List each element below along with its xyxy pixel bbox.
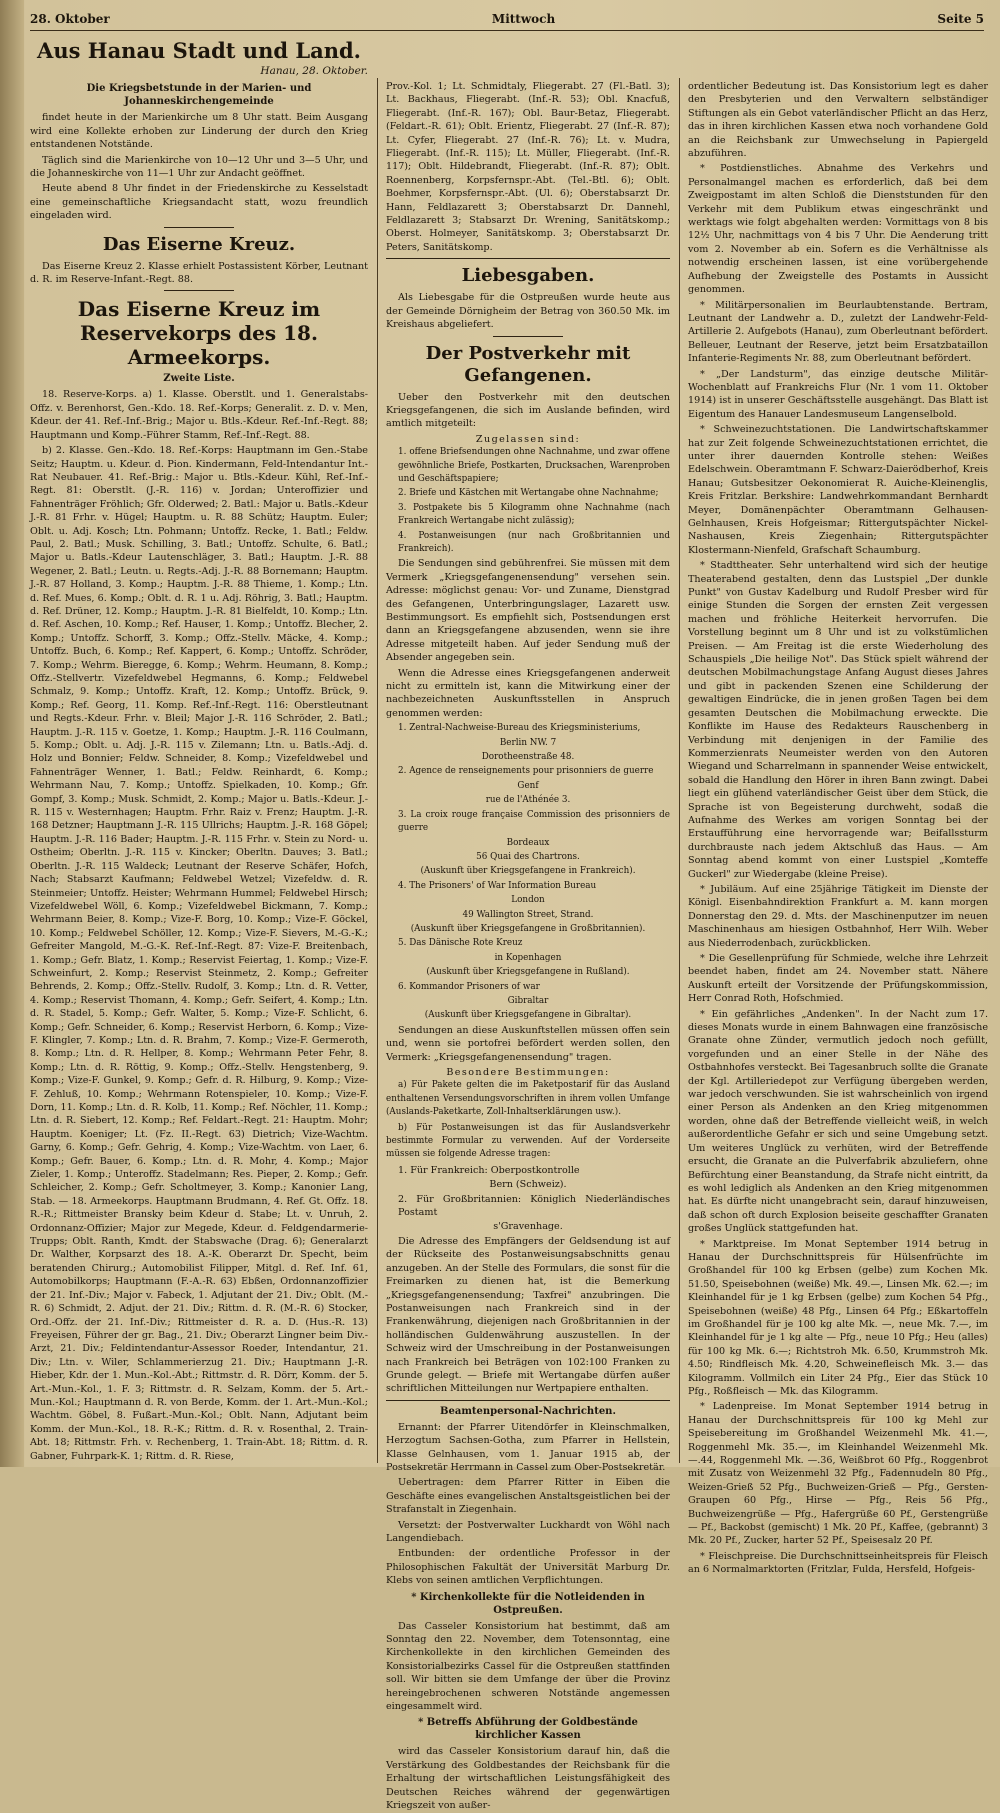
column-divider: [679, 78, 680, 1463]
address-line: (Auskunft über Kriegsgefangene in Großbritannien).: [410, 923, 646, 934]
article-paragraph: Ueber den Postverkehr mit den deutschen Kriegsgefangenen, die sich im Auslande befinden, wird amtlich mitgeteilt:: [386, 391, 670, 430]
column-divider: [377, 78, 378, 1463]
header-rule: [30, 30, 984, 31]
article-title-prayer-hour: Die Kriegsbetstunde in der Marien- und Johanneskirchengemeinde: [86, 83, 312, 108]
list-item: 3. Postpakete bis 5 Kilogramm ohne Nachnahme (nach Frankreich Wertangabe nicht zulässig);: [398, 502, 670, 527]
page-header: [30, 6, 984, 32]
address-line: Berlin NW. 7: [499, 737, 557, 748]
article-paragraph: Entbunden: der ordentliche Professor in der Philosophischen Fakultät der Universität Marburg Dr. Klebs von seinen amtlichen Verpflichtungen.: [386, 1548, 670, 1587]
address-line: 2. Für Großbritannien: Königlich Niederländisches Postamt: [398, 1193, 670, 1219]
article-heading-reserve-corps: Das Eiserne Kreuz im Reservekorps des 18. Armeekorps.: [77, 297, 321, 370]
list-item: 1. offene Briefsendungen ohne Nachnahme, und zwar offene gewöhnliche Briefe, Postkarten, Drucksachen, Warenproben und Geschäftspapiere;: [398, 447, 670, 484]
address-line: (Auskunft über Kriegsgefangene in Frankreich).: [420, 866, 636, 877]
address-line: Bordeaux: [506, 837, 550, 848]
article-paragraph: Als Liebesgabe für die Ostpreußen wurde heute aus der Gemeinde Dörnigheim der Betrag von 360.50 Mk. im Kreishaus abgeliefert.: [386, 292, 670, 331]
article-paragraph: * Postdienstliches. Abnahme des Verkehrs und Personalmangel machen es erforderlich, daß bei dem Zweigpostamt im alten Schloß die Dienststunden für den Verkehr mit dem Publikum etwas eingeschränkt und werktags wie folgt abgehalten werden: Vormittags von 8 bis 12½ Uhr, nachmittags von 4 bis 7 Uhr. Die Aenderung tritt vom 2. November ab ein. Sofern es die Verhältnisse als notwendig erscheinen lassen, ist eine vorübergehende Aufhebung der Zweigstelle des Postamts in Aussicht genommen.: [688, 163, 988, 296]
address-line: rue de l'Athénée 3.: [485, 795, 571, 806]
article-paragraph: * Ein gefährliches „Andenken". In der Nacht zum 17. dieses Monats wurde in einem Bahnwagen eine französische Granate ohne Zünder, vermutlich jedoch noch gefüllt, vorgefunden und an einer Stelle in der Nähe des Ostbahnhofes versteckt. Bei Tagesanbruch sollte die Granate der Kgl. Artilleriedepot zur Verfügung übergeben werden, war jedoch verschwunden. Sie ist wahrscheinlich von irgend einer Person als Andenken an den Krieg mitgenommen worden, ohne daß der Betreffende vielleicht weiß, in welch außerordentliche Gefahr er sich und seine Umgebung setzt. Um weiteres Unglück zu verhüten, wird der Betreffende ersucht, die Granate an die Pulverfabrik abzuliefern, ohne Befürchtung einer Beanstandung, da Strafe nicht eintritt, da es wohl lediglich als Andenken an den Krieg mitgenommen hat. Es dürfte nicht unangebracht sein, darauf hinzuweisen, daß schon oft durch Explosion beiseite geschaffter Granaten großes Unglück stattgefunden hat.: [688, 1008, 988, 1235]
article-paragraph: * Fleischpreise. Die Durchschnittseinheitspreis für Fleisch an 6 Normalmarktorten (Fritzlar, Fulda, Hersfeld, Hofgeis-: [688, 1550, 988, 1576]
header-page-number: Seite 5: [937, 12, 984, 26]
binding-shadow: [0, 0, 24, 1467]
separator: [386, 258, 670, 259]
article-paragraph: * Militärpersonalien im Beurlaubtenstande. Bertram, Leutnant der Landwehr a. D., zuletzt der Landwehr-Feld-Artillerie 2. Aufgebots (Hanau), zum Oberleutnant befördert. Belleuer, Leutnant der Reserve, jetzt beim Ersatzbataillon Infanterie-Regiments Nr. 88, zum Oberleutnant befördert.: [688, 299, 988, 365]
article-paragraph: Uebertragen: dem Pfarrer Ritter in Eiben die Geschäfte eines evangelischen Anstaltsgeistlichen bei der Strafanstalt in Ziegenhain.: [386, 1477, 670, 1516]
article-paragraph: * „Der Landsturm", das einzige deutsche Militär-Wochenblatt auf Frankreichs Flur (Nr. 1 vom 11. Oktober 1914) ist in unserer Geschäftsstelle ausgehängt. Das Blatt ist Eigentum des Hanauer Landesmuseum Langenselbold.: [688, 368, 988, 420]
article-paragraph: * Jubiläum. Auf eine 25jährige Tätigkeit im Dienste der Königl. Eisenbahndirektion Frankfurt a. M. kann morgen Donnerstag den 29. d. Mts. der Maschinenputzer im neuen Maschinenhaus am hiesigen Ostbahnhof, Herr Wilh. Weber aus Niederrodenbach, zurückblicken.: [688, 883, 988, 949]
article-paragraph: Prov.-Kol. 1; Lt. Schmidtaly, Fliegerabt. 27 (Fl.-Batl. 3); Lt. Backhaus, Fliegerabt. (Inf.-R. 53); Obl. Knacfuß, Fliegerabt. (Inf.-R. 167); Obl. Baur-Betaz, Fliegerabt. (Feldart.-R. 61); Oblt. Erientz, Fliegerabt. 27 (Inf.-R. 87); Lt. Cyfer, Fliegerabt. 27 (Inf.-R. 76); Lt. v. Mudra, Fliegerabt. (Inf.-R. 115); Lt. Müller, Fliegerabt. (Inf.-R. 117); Oblt. Hildebrandt, Fliegerabt. (Inf.-R. 87); Oblt. Roennenberg, Korpsfernspr.-Abt. (Tel.-Btl. 6); Oblt. Boehmer, Korpsfernspr.-Abt. (Ul. 6); Oberstabsarzt Dr. Hann, Feldlazarett 3; Oberstabsarzt Dr. Dannehl, Feldlazarett 3; Stabsarzt Dr. Wrening, Sanitätskomp.; Oberst. Holmeyer, Sanitätskomp. 3; Oberstabsarzt Dr. Peters, Sanitätskomp.: [386, 81, 670, 253]
separator: [164, 290, 234, 291]
article-paragraph: wird das Casseler Konsistorium darauf hin, daß die Verstärkung des Goldbestandes der Reichsbank für die Erhaltung der wirtschaftlichen Leistungsfähigkeit des Deutschen Reiches während der gegenwärtigen Kriegszeit von außer-: [386, 1746, 670, 1812]
article-paragraph: ordentlicher Bedeutung ist. Das Konsistorium legt es daher den Presbyterien und den Verwaltern selbständiger Stiftungen als ein Gebot vaterländischer Pflicht an das Herz, das in ihren kirchlichen Kassen etwa noch vorhandene Gold an die Reichsbank zur Umwechselung in Papiergeld abzuführen.: [688, 81, 988, 160]
list-item: 2. Briefe und Kästchen mit Wertangabe ohne Nachnahme;: [398, 488, 659, 499]
article-heading-church-collection: * Kirchenkollekte für die Notleidenden in Ostpreußen.: [411, 1591, 645, 1616]
article-paragraph: Wenn die Adresse eines Kriegsgefangenen anderweit nicht zu ermitteln ist, kann die Mitwirkung einer der nachbezeichneten Auskunftsstellen in Anspruch genommen werden:: [386, 667, 670, 719]
article-paragraph: * Die Gesellenprüfung für Schmiede, welche ihre Lehrzeit beendet haben, findet am 24. November statt. Nähere Auskunft erteilt der Vorsitzende der Prüfungskommission, Herr Conrad Roth, Hofschmied.: [688, 953, 988, 1005]
article-paragraph: Das Casseler Konsistorium hat bestimmt, daß am Sonntag den 22. November, dem Totensonntag, eine Kirchenkollekte in den kirchlichen Gemeinden des Konsistorialbezirks Cassel für die Ostpreußen stattfinden soll. Wir bitten sie dem Umfange der über die Provinz hereingebrochenen schweren Notstände angemessen eingesammelt wird.: [386, 1620, 670, 1713]
separator: [164, 227, 234, 228]
article-heading-gifts: Liebesgaben.: [461, 265, 595, 287]
address-line: 2. Agence de renseignements pour prisonniers de guerre: [398, 766, 654, 777]
article-paragraph: Sendungen an diese Auskunftstellen müssen offen sein und, wenn sie portofrei befördert werden sollen, den Vermerk: „Kriegsgefangenensendung" tragen.: [386, 1024, 670, 1063]
article-paragraph: Täglich sind die Marienkirche von 10—12 Uhr und 3—5 Uhr, und die Johanneskirche von 11—1 Uhr zur Andacht geöffnet.: [30, 154, 368, 180]
address-line: Genf: [517, 780, 539, 791]
address-line: (Auskunft über Kriegsgefangene in Rußland).: [426, 967, 630, 978]
article-paragraph: findet heute in der Marienkirche um 8 Uhr statt. Beim Ausgang wird eine Kollekte erhoben zur Linderung der durch den Krieg entstandenen Notstände.: [30, 112, 368, 151]
address-line: 56 Quai des Chartrons.: [476, 851, 580, 862]
address-line: 5. Das Dänische Rote Kreuz: [398, 938, 523, 949]
address-line: s'Gravenhage.: [493, 1221, 563, 1233]
article-paragraph: Versetzt: der Postverwalter Luckhardt von Wöhl nach Langendiebach.: [386, 1519, 670, 1544]
address-line: in Kopenhagen: [494, 952, 562, 963]
article-paragraph: * Stadttheater. Sehr unterhaltend wird sich der heutige Theaterabend gestalten, denn das Lustspiel „Der dunkle Punkt" von Gustav Kadelburg und Rudolf Presber wird für einige Stunden die Sorgen der ernsten Zeit vergessen machen und fröhliche Heiterkeit hervorrufen. Die Vorstellung beginnt um 8 Uhr und ist zu volkstümlichen Preisen. — Am Freitag ist die erste Wiederholung des Schauspiels „Die heilige Not". Das Stück spielt während der deutschen Mobilmachungstage Anfang August dieses Jahres und gibt in packenden Szenen eine Schilderung der gewaltigen Eindrücke, die in jenen großen Tagen bei dem gesamten Deutschen die Mobilmachung erweckte. Die Konflikte im Hause des Redakteurs Rauschenberg in Verbindung mit denjenigen in der Familie des Kommerzienrats Neumeister werden von den Autoren Wiegand und Scharrelmann in spannender Weise entwickelt, sobald die Handlung den Hörer in ihren Bann zwingt. Dabei liegt ein glühend vaterländischer Geist über dem Stück, die Sprache ist von Begeisterung durchweht, sodaß die Aufnahme des Werkes am vorigen Sonntag bei der Erstaufführung eine hervorragende war; Beifallssturm durchbrauste nach jedem Aktschluß das Haus. — Am Sonntag abend kommt von einer Lustspiel „Komteffe Guckerl" zur Wiedergabe (kleine Preise).: [688, 560, 988, 880]
article-subheading: Besondere Bestimmungen:: [446, 1067, 610, 1078]
header-day: Mittwoch: [491, 12, 556, 26]
column-1: [30, 36, 368, 1463]
separator: [493, 336, 563, 337]
column-3: [688, 80, 988, 1576]
article-paragraph: b) Für Postanweisungen ist das für Auslandsverkehr bestimmte Formular zu verwenden. Auf der Vorderseite müssen sie folgende Adresse tragen:: [386, 1122, 670, 1160]
address-line: Bern (Schweiz).: [489, 1179, 567, 1191]
article-paragraph: b) 2. Klasse. Gen.-Kdo. 18. Ref.-Korps: Hauptmann im Gen.-Stabe Seitz; Hauptm. u. Kdeur. d. Pion. Kindermann, Feld-Intendantur Int.-Rat Neubauer. 41. Ref.-Brig.: Major u. Btls.-Kdeur. Kühl, Ref.-Inf.-Regt. 81: Oberstlt. (J.-R. 116) v. Jordan; Unteroffizier und Fahnenträger Fröhlich; Gfr. Olderwed; 2. Batl.: Major u. Batls.-Kdeur J.-R. 81 Frhr. v. Hügel; Hauptm. u. R. 88 Schütz; Hauptm. Euler; Oblt. u. Adj. Kosch; Ltn. Pohmann; Untoffz. Recke, 1. Batl.; Feldw. Paul, 2. Batl.; Musk. Schilling, 3. Batl.; Untoffz. Schulte, 6. Batl.; Major u. Batls.-Kdeur Lautenschläger, 3. Batl.; Hauptm. J.-R. 88 Wegener, 2. Batl.; Leutn. u. Regts.-Adj. J.-R. 88 Bornemann; Hauptm. J.-R. 87 Holland, 3. Komp.; Hauptm. J.-R. 88 Thieme, 1. Komp.; Ltn. d. Ref. Mues, 6. Komp.; Oblt. d. R. 1 u. Adj. Röhrig, 3. Batl.; Hauptm. d. Ref. Drüner, 12. Komp.; Hauptm. J.-R. 81 Bielfeldt, 10. Komp.; Ltn. d. Ref. Aschen, 10. Komp.; Ref. Hauser, 1. Komp.; Untoffz. Blecher, 2. Komp.; Untoffz. Schorff, 3. Komp.; Offz.-Stellv. Mäcke, 4. Komp.; Untoffz. Buch, 6. Komp.; Ref. Kappert, 6. Komp.; Untoffz. Schröder, 7. Komp.; Wehrm. Bieregge, 6. Komp.; Wehrm. Heumann, 8. Komp.; Offz.-Stellvertr. Vizefeldwebel Hegmanns, 6. Komp.; Feldwebel Schmalz, 9. Komp.; Untoffz. Kraft, 12. Komp.; Untoffz. Brück, 9. Komp.; Ref. Georg, 11. Komp. Ref.-Inf.-Regt. 116: Oberstleutnant und Regts.-Kdeur. Frhr. v. Bleil; Major J.-R. 116 Schröder, 2. Batl.; Hauptm. J.-R. 115 v. Goetze, 1. Komp.; Hauptm. J.-R. 116 Coulmann, 5. Komp.; Oblt. u. Adj. J.-R. 115 v. Zilemann; Ltn. u. Batls.-Adj. d. Holz und Bonnier; Feldw. Schneider, 8. Komp.; Vizefeldwebel und Fahnenträger Wenner, 1. Batl.; Feldw. Reinhardt, 6. Komp.; Wehrmann Nau, 7. Komp.; Untoffz. Spielkaden, 10. Komp.; Gfr. Gompf, 3. Komp.; Musk. Schmidt, 2. Komp.; Major u. Batls.-Kdeur. J.-R. 115 v. Westernhagen; Hauptm. Frhr. Raiz v. Frenz; Hauptm. J.-R. 168 Detzner; Hauptmann J.-R. 115 Ullrichs; Hauptm. J.-R. 168 Göpel; Hauptm. J.-R. 116 Bader; Hauptm. J.-R. 115 Frhr. v. Stein zu Nord- u. Ostheim; Oberltn. J.-R. 115 v. Kincker; Oberltn. Dauves; 3. Batl.; Oberltn. J.-R. 115 Waldeck; Leutnant der Reserve Schäfer, Hofch, Nach; Stabsarzt Kaufmann; Feldwebel Wetzel; Vizefeldw. d. R. Steinmeier; Untoffz. Heister; Wehrmann Hummel; Feldwebel Hirsch; Vizefeldwebel Wöll, 6. Komp.; Vizefeldwebel Bickmann, 7. Komp.; Wehrmann Beier, 8. Komp.; Vize-F. Borg, 10. Komp.; Vize-F. Göckel, 10. Komp.; Feldwebel Schöller, 12. Komp.; Vize-F. Sievers, M.-G.-K.; Gefreiter Mangold, M.-G.-K. Ref.-Inf.-Regt. 87: Vize-F. Breitenbach, 1. Komp.; Gefr. Blatz, 1. Komp.; Reservist Feiertag, 1. Komp.; Vize-F. Schweinfurt, 2. Komp.; Reservist Steinmetz, 2. Komp.; Gefreiter Behrends, 2. Komp.; Offz.-Stellv. Rudolf, 3. Komp.; Ltn. d. R. Vetter, 4. Komp.; Reservist Thomann, 4. Komp.; Gefr. Seifert, 4. Komp.; Ltn. d. R. Stadel, 5. Komp.; Gefr. Walter, 5. Komp.; Vize-F. Schlicht, 6. Komp.; Gefr. Schneider, 6. Komp.; Reservist Herborn, 6. Komp.; Vize-F. Klingler, 7. Komp.; Ltn. d. R. Brahm, 7. Komp.; Vize-F. Germeroth, 8. Komp.; Ltn. d. R. Hellper, 8. Komp.; Wehrmann Peter Fehr, 8. Komp.; Ltn. d. R. Röttig, 9. Komp.; Offz.-Stellv. Hengstenberg, 9. Komp.; Vize-F. Gunkel, 9. Komp.; Gefr. d. R. Hilburg, 9. Komp.; Vize-F. Zehluß, 10. Komp.; Wehrmann Rotenspieler, 10. Komp.; Vize-F. Dorn, 11. Komp.; Ltn. d. R. Kolb, 11. Komp.; Ref. Nöchler, 11. Komp.; Ltn. d. R. Siebert, 12. Komp.; Ref. Feldart.-Regt. 21: Hauptm. Mohr; Hauptm. Koeniger; Lt. (Fz. II.-Regt. 63) Dietrich; Vize-Wachtm. Garny, 6. Komp.; Gefr. Gehrig, 4. Komp.; Vize-Wachtm. von Laer, 6. Komp.; Gefr. Bauer, 6. Komp.; Ltn. d. R. Mohr, 4. Komp.; Major Zieler, 1. Komp.; Unteroffz. Stadelmann; Res. Pieper, 2. Komp.; Gefr. Schleicher, 2. Komp.; Gefr. Scholtmeyer, 3. Komp.; Kanonier Lang, Stab. — 18. Armeekorps. Hauptmann Brudmann, 4. Ref. Gt. Offz. 18. R.-R.; Rittmeister Bransky beim Kdeur d. Stabe; Lt. v. Unruh, 2. Ordonnanz-Offizier; Major zur Megede, Kdeur. d. Feldgendarmerie-Trupps; Oblt. Ranth, Kmdt. der Stabswache (Drag. 6); Generalarzt Dr. Walther, Korpsarzt des 18. A.-K. Oberarzt Dr. Specht, beim beratenden Chirurg.; Automobilist Filipper, Mitgl. d. Ref. Inf. 61, Automobilkorps; Hauptmann (F.-A.-R. 63) Ebßen, Ordonnanzoffizier der 21. Inf.-Div.; Major v. Fabeck, 1. Adjutant der 21. Div.; Oblt. (M.-R. 6) Schmidt, 2. Adjut. der 21. Div.; Rittm. d. R. (M.-R. 6) Stocker, Ord.-Offz. der 21. Inf.-Div.; Rittmeister d. R. a. D. (Hus.-R. 13) Freyeisen, Führer der gr. Bag., 21. Div.; Oberarzt Lingner beim Div.-Arzt, 21. Div.; Feldintendantur-Assessor Roeder, Intendantur, 21. Div.; Ltn. v. Wiler, Schlammerierzug 21. Div.; Hauptmann J.-R. Hieber, Kdr. der 1. Mun.-Kol.-Abt.; Rittmstr. d. R. Dörr, Komm. der 5. Art.-Mun.-Kol., 1. F. 3; Rittmstr. d. R. Selzam, Komm. der 5. Art.-Mun.-Kol.; Hauptmann d. R. von Berde, Komm. der 1. Art.-Mun.-Kol.; Wachtm. Göbel, 8. Fußart.-Mun.-Kol.; Oblt. Nann, Adjutant beim Komm. der Mun.-Kol., 18. R.-K.; Rittm. d. R. v. Rosenthal, 2. Train-Abt. 18; Rittmstr. Frh. v. Rechenberg, 1. Train-Abt. 18; Rittm. d. R. Gabner, Fuhrpark-K. 1; Rittm. d. R. Riese,: [30, 445, 368, 1462]
article-paragraph: Ernannt: der Pfarrer Uitendörfer in Kleinschmalken, Herzogtum Sachsen-Gotha, zum Pfarrer in Hellstein, Klasse Gelnhausen, vom 1. Januar 1915 ab, der Postsekretär Herrmann in Cassel zum Ober-Postsekretär.: [386, 1421, 670, 1473]
dateline: Hanau, 28. Oktober.: [260, 65, 368, 77]
article-paragraph: Heute abend 8 Uhr findet in der Friedenskirche zu Kesselstadt eine gemeinschaftliche Kriegsandacht statt, wozu freundlich eingeladen wird.: [30, 183, 368, 222]
article-paragraph: * Ladenpreise. Im Monat September 1914 betrug in Hanau der Durchschnittspreis für 100 kg Mehl zur Speisebereitung im Großhandel Weizenmehl Mk. 41.—, Roggenmehl Mk. 35.—, im Kleinhandel Weizenmehl Mk. —.44, Roggenmehl Mk. —.36, Weißbrot 60 Pfg., Roggenbrot mit Zusatz von Weizenmehl 32 Pfg., Fadennudeln 80 Pfg., Weizen-Grieß 52 Pfg., Buchweizen-Grieß — Pfg., Gersten-Graupen 60 Pfg., Hirse — Pfg., Reis 56 Pfg., Buchweizengrüße — Pfg., Hafergrüße 60 Pf., Gerstengrüße — Pf., Backobst (gemischt) 1 Mk. 20 Pf., Kaffee, (gebrannt) 3 Mk. 20 Pf., Zucker, harter 52 Pf., Speisesalz 20 Pf.: [688, 1401, 988, 1547]
article-paragraph: * Schweinezuchtstationen. Die Landwirtschaftskammer hat zur Zeit folgende Schweinezuchtstationen errichtet, die unter ihrer dauernden Kontrolle stehen: Weißes Edelschwein. Oberamtmann F. Schwarz-Daierödberhof, Kreis Hanau; Gutsbesitzer Oekonomierat R. Auiche-Kleinenglis, Kreis Fritzlar. Berkshire: Landwehrkommandant Bernhardt Meyer, Domänenpächter Oberamtmann Gelhausen-Gelnhausen, Kreis Hofgeismar; Rittergutspächter Nickel-Nashausen, Kreis Ziegenhain; Rittergutspächter Klostermann-Nienfeld, Grafschaft Schaumburg.: [688, 424, 988, 556]
article-paragraph: Die Sendungen sind gebührenfrei. Sie müssen mit dem Vermerk „Kriegsgefangenensendung" versehen sein. Adresse: möglichst genau: Vor- und Zuname, Dienstgrad des Gefangenen, Unterbringungslager, Lazarett usw. Bestimmungsort. Es empfiehlt sich, Postsendungen erst dann an Kriegsgefangene abzusenden, wenn sie ihre Adresse mitgeteilt haben. Auf jeder Sendung muß der Absender angegeben sein.: [386, 558, 670, 664]
article-paragraph: Das Eiserne Kreuz 2. Klasse erhielt Postassistent Körber, Leutnant d. R. im Reserve-Infant.-Regt. 88.: [30, 260, 368, 286]
address-line: London: [511, 895, 545, 906]
address-line: 3. La croix rouge française Commission des prisonniers de guerre: [398, 809, 670, 834]
article-heading-iron-cross: Das Eiserne Kreuz.: [102, 233, 296, 255]
article-heading-gold: * Betreffs Abführung der Goldbestände kirchlicher Kassen: [418, 1717, 638, 1742]
article-paragraph: Die Adresse des Empfängers der Geldsendung ist auf der Rückseite des Postanweisungsabschnitts genau anzugeben. An der Stelle des Formulars, die sonst für die Freimarken zu dienen hat, ist die Bemerkung „Kriegsgefangenensendung; Taxfrei" anzubringen. Die Postanweisungen nach Frankreich sind in der Frankenwährung, diejenigen nach Großbritannien in der holländischen Guldenwährung auszustellen. In der Schweiz wird der Umschreibung in der Postanweisungen nach Frankreich bei Beträgen von 102:100 Franken zu Grunde gelegt. — Briefe mit Wertangabe dürfen außer schriftlichen Mitteilungen nur Wertpapiere enthalten.: [386, 1235, 670, 1395]
section-heading-local-news: Aus Hanau Stadt und Land.: [37, 38, 361, 63]
separator: [386, 1400, 670, 1401]
article-heading-personnel: Beamtenpersonal-Nachrichten.: [440, 1405, 616, 1417]
address-line: 49 Wallington Street, Strand.: [462, 909, 594, 920]
column-2: [386, 80, 670, 1812]
article-heading-prisoner-mail: Der Postverkehr mit Gefangenen.: [425, 342, 631, 386]
article-subheading: Zugelassen sind:: [475, 433, 581, 445]
article-subheading: Zweite Liste.: [163, 373, 235, 385]
article-paragraph: 18. Reserve-Korps. a) 1. Klasse. Oberstlt. und 1. Generalstabs-Offz. v. Berenhorst, Gen.-Kdo. 18. Ref.-Korps; Generalit. z. D. v. Men, Kdeur. der 41. Ref.-Inf.-Brig.; Major u. Btls.-Kdeur. Ref.-Inf.-Regt. 88; Hauptmann und Komp.-Führer Stamm, Ref.-Inf.-Regt. 88.: [30, 389, 368, 441]
list-item: 4. Postanweisungen (nur nach Großbritannien und Frankreich).: [398, 530, 670, 554]
address-line: 6. Kommandor Prisoners of war: [398, 981, 540, 992]
address-line: 1. Zentral-Nachweise-Bureau des Kriegsministeriums,: [398, 723, 641, 734]
header-date: 28. Oktober: [30, 12, 110, 26]
article-paragraph: a) Für Pakete gelten die im Paketpostarif für das Ausland enthaltenen Versendungsvorschriften in ihrem vollen Umfange (Auslands-Paketkarte, Zoll-Inhaltserklärungen usw.).: [386, 1080, 670, 1118]
address-line: 1. Für Frankreich: Oberpostkontrolle: [398, 1164, 580, 1176]
address-line: Dorotheenstraße 48.: [481, 752, 575, 763]
article-paragraph: * Marktpreise. Im Monat September 1914 betrug in Hanau der Durchschnittspreis für Hülsenfrüchte im Großhandel für 100 kg Erbsen (gelbe) zum Kochen Mk. 51.50, Speisebohnen (weiße) Mk. 49.—, Linsen Mk. 62.—; im Kleinhandel für je 1 kg Erbsen (gelbe) zum Kochen 54 Pfg., Speisebohnen (weiße) 48 Pfg., Linsen 64 Pfg.; Eßkartoffeln im Großhandel für je 100 kg alte Mk. —, neue Mk. 7.—, im Kleinhandel für je 1 kg alte — Pfg., neue 10 Pfg.; Heu (alles) für 100 kg Mk. 6.—; Richtstroh Mk. 6.50, Krummstroh Mk. 4.50; Rindfleisch Mk. 4.20, Schweinefleisch Mk. 3.— das Kilogramm. Vollmilch ein Liter 24 Pfg., Eier das Stück 10 Pfg., Roßfleisch — Mk. das Kilogramm.: [688, 1238, 988, 1397]
address-line: 4. The Prisoners' of War Information Bureau: [398, 880, 597, 891]
address-line: Gibraltar: [507, 995, 549, 1006]
address-line: (Auskunft über Kriegsgefangene in Gibraltar).: [424, 1010, 632, 1021]
